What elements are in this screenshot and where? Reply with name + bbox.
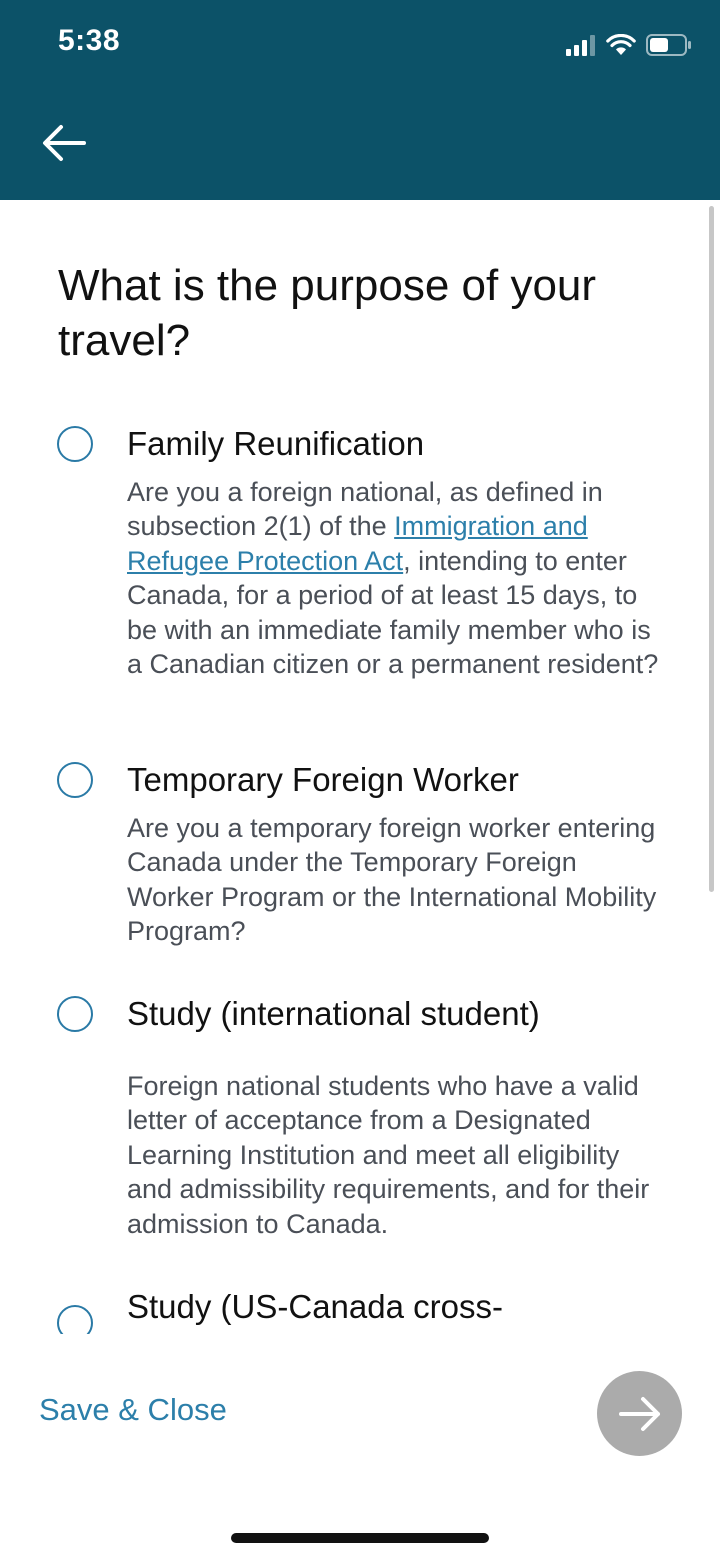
cellular-signal-icon: [566, 34, 596, 56]
option-description: [127, 475, 667, 681]
radio-study-international[interactable]: [57, 996, 93, 1032]
arrow-right-icon: [617, 1391, 663, 1437]
page-title: What is the purpose of your travel?: [58, 261, 597, 365]
next-button[interactable]: [597, 1371, 682, 1456]
option-description-text: , intending to enter Canada, for a period of at least 15 days, to be with an immediate family member who is a Canadian citizen or a permanent resident?: [127, 545, 659, 680]
battery-icon: [646, 34, 692, 56]
wifi-icon: [606, 34, 636, 56]
scrollbar[interactable]: [709, 206, 714, 892]
back-button[interactable]: [40, 118, 90, 168]
save-close-button[interactable]: Save & Close: [39, 1392, 227, 1427]
option-description: Foreign national students who have a valid letter of acceptance from a Designated Learning Institution and meet all eligibility and admissibility requirements, and for their admission to Canada.: [127, 1071, 650, 1239]
radio-family-reunification[interactable]: [57, 426, 93, 462]
option-title: Study (international student): [127, 995, 540, 1032]
app-header: [0, 0, 720, 200]
arrow-left-icon: [40, 118, 90, 168]
radio-study-us-canada[interactable]: [57, 1305, 93, 1334]
option-title: Family Reunification: [127, 425, 425, 462]
scroll-content[interactable]: [0, 200, 720, 1334]
option-description: Are you a temporary foreign worker entering Canada under the Temporary Foreign Worker Program or the International Mobility Program?: [127, 813, 657, 947]
radio-temporary-foreign-worker[interactable]: [57, 762, 93, 798]
option-description-text: Are you a foreign national, as defined in subsection 2(1) of the: [127, 477, 603, 542]
status-time: 5:38: [58, 24, 121, 57]
home-indicator[interactable]: [231, 1533, 489, 1543]
irpa-link[interactable]: Immigration and Refugee Protection Act: [127, 511, 588, 576]
option-title: Temporary Foreign Worker: [127, 761, 519, 798]
option-title: Study (US-Canada cross-: [127, 1288, 503, 1325]
status-icons: [566, 30, 692, 60]
